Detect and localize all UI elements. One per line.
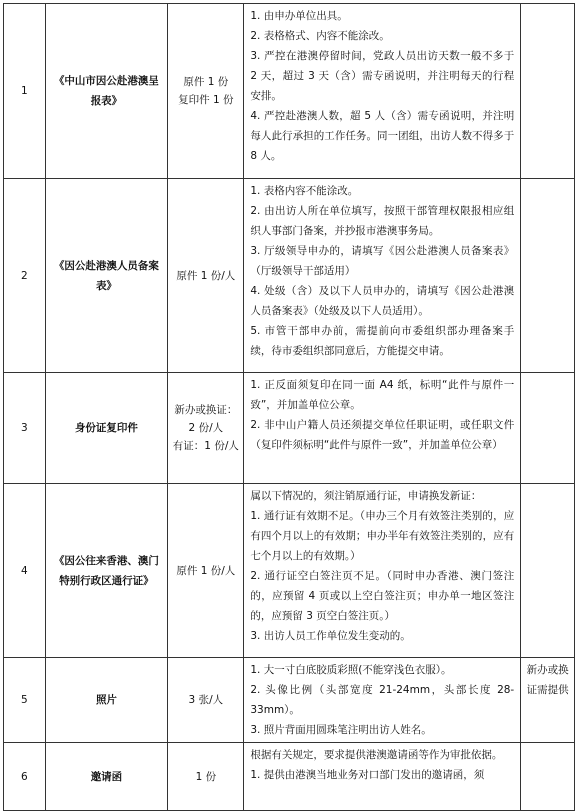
requirement-item: 2. 表格格式、内容不能涂改。 <box>250 30 390 42</box>
quantity-cell <box>168 179 244 373</box>
requirements-table <box>3 3 575 811</box>
quantity-line: 新办或换证： <box>174 404 238 416</box>
note-cell <box>521 484 575 658</box>
table-row <box>4 658 575 743</box>
document-name <box>45 4 168 179</box>
requirement-item: 2. 非中山户籍人员还须提交单位任职证明，或任职文件（复印件须标明“此件与原件一致”，并加盖单位公章） <box>250 419 515 451</box>
requirement-item: 1. 通行证有效期不足。（申办三个月有效签注类别的，应有四个月以上的有效期；申办半年有效签注类别的，应有七个月以上的有效期。） <box>250 510 515 562</box>
requirement-item: 属以下情况的，须注销原通行证，申请换发新证： <box>250 490 482 502</box>
quantity-cell <box>168 484 244 658</box>
requirement-item: 4. 严控赴港澳人数，超 5 人（含）需专函说明，并注明每人此行承担的工作任务。同一团组，出访人数不得多于 8 人。 <box>250 110 515 162</box>
note-text <box>523 484 572 486</box>
quantity-cell <box>168 4 244 179</box>
document-name <box>45 179 168 373</box>
note-text <box>523 4 572 6</box>
note-text <box>523 373 572 375</box>
document-name-text: 照片 <box>95 694 117 706</box>
requirement-item: 5. 市管干部申办前，需提前向市委组织部办理备案手续，待市委组织部同意后，方能提交申请。 <box>250 325 515 357</box>
requirements-cell <box>244 658 521 743</box>
quantity-line: 有证：1 份/人 <box>172 440 239 452</box>
requirement-item: 1. 正反面须复印在同一面 A4 纸，标明“此件与原件一致”，并加盖单位公章。 <box>250 379 515 411</box>
document-name-text: 身份证复印件 <box>74 422 138 434</box>
quantity-line: 原件 1 份/人 <box>176 269 236 282</box>
note-cell <box>521 658 575 743</box>
requirement-item: 1. 表格内容不能涂改。 <box>250 185 359 197</box>
document-name-text: 邀请函 <box>90 770 123 783</box>
requirements-cell <box>244 484 521 658</box>
row-number: 1 <box>4 4 46 179</box>
requirement-item: 2. 头像比例（头部宽度 21-24mm，头部长度 28-33mm）。 <box>250 684 515 716</box>
document-name <box>45 484 168 658</box>
requirement-item: 3. 出访人员工作单位发生变动的。 <box>250 630 411 642</box>
row-number: 4 <box>4 484 46 658</box>
row-number: 5 <box>4 658 46 743</box>
requirements-cell <box>244 4 521 179</box>
table-row <box>4 373 575 484</box>
requirement-item: 1. 由申办单位出具。 <box>250 10 348 22</box>
quantity-line: 复印件 1 份 <box>178 94 234 106</box>
quantity-cell <box>168 658 244 743</box>
document-name-text: 《因公赴港澳人员备案表》 <box>53 259 159 292</box>
requirement-item: 根据有关规定，要求提供港澳邀请函等作为审批依据。 <box>250 749 503 761</box>
table-row <box>4 484 575 658</box>
note-cell <box>521 743 575 811</box>
quantity-cell <box>168 373 244 484</box>
requirements-cell <box>244 743 521 811</box>
quantity-line: 原件 1 份/人 <box>176 564 236 577</box>
table-row <box>4 4 575 179</box>
requirement-item: 1. 提供由港澳当地业务对口部门发出的邀请函，须 <box>250 769 485 781</box>
quantity-line: 2 份/人 <box>188 422 224 434</box>
quantity-line: 1 份 <box>195 770 217 783</box>
requirement-item: 3. 严控在港澳停留时间，党政人员出访天数一般不多于 2 天，超过 3 天（含）需专函说明，并注明每天的行程安排。 <box>250 50 515 102</box>
requirement-item: 3. 厅级领导申办的，请填写《因公赴港澳人员备案表》（厅级领导干部适用） <box>250 245 515 277</box>
requirements-cell <box>244 179 521 373</box>
quantity-cell <box>168 743 244 811</box>
row-number: 3 <box>4 373 46 484</box>
note-cell <box>521 4 575 179</box>
requirement-item: 2. 通行证空白签注页不足。（同时申办香港、澳门签注的，应预留 4 页或以上空白签注页；申办单一地区签注的，应预留 3 页空白签注页。） <box>250 570 515 622</box>
row-number: 2 <box>4 179 46 373</box>
row-number: 6 <box>4 743 46 811</box>
document-name-text: 《中山市因公赴港澳呈报表》 <box>53 75 159 107</box>
requirement-item: 1. 大一寸白底胶质彩照(不能穿浅色衣服）。 <box>250 664 452 676</box>
note-text: 新办或换证需提供 <box>526 664 569 696</box>
requirement-item: 4. 处级（含）及以下人员申办的，请填写《因公赴港澳人员备案表》（处级及以下人员适用）。 <box>250 285 515 317</box>
requirement-item: 3. 照片背面用圆珠笔注明出访人姓名。 <box>250 724 432 736</box>
document-name <box>45 658 168 743</box>
requirements-cell <box>244 373 521 484</box>
document-name-text: 《因公往来香港、澳门特别行政区通行证》 <box>53 554 159 587</box>
quantity-line: 3 张/人 <box>188 694 224 706</box>
note-text <box>523 743 572 745</box>
document-name <box>45 743 168 811</box>
note-cell <box>521 373 575 484</box>
table-row <box>4 179 575 373</box>
note-text <box>523 179 572 181</box>
requirement-item: 2. 由出访人所在单位填写，按照干部管理权限报相应组织人事部门备案，并抄报市港澳事务局。 <box>250 205 515 237</box>
note-cell <box>521 179 575 373</box>
quantity-line: 原件 1 份 <box>183 76 229 88</box>
document-name <box>45 373 168 484</box>
table-row <box>4 743 575 811</box>
